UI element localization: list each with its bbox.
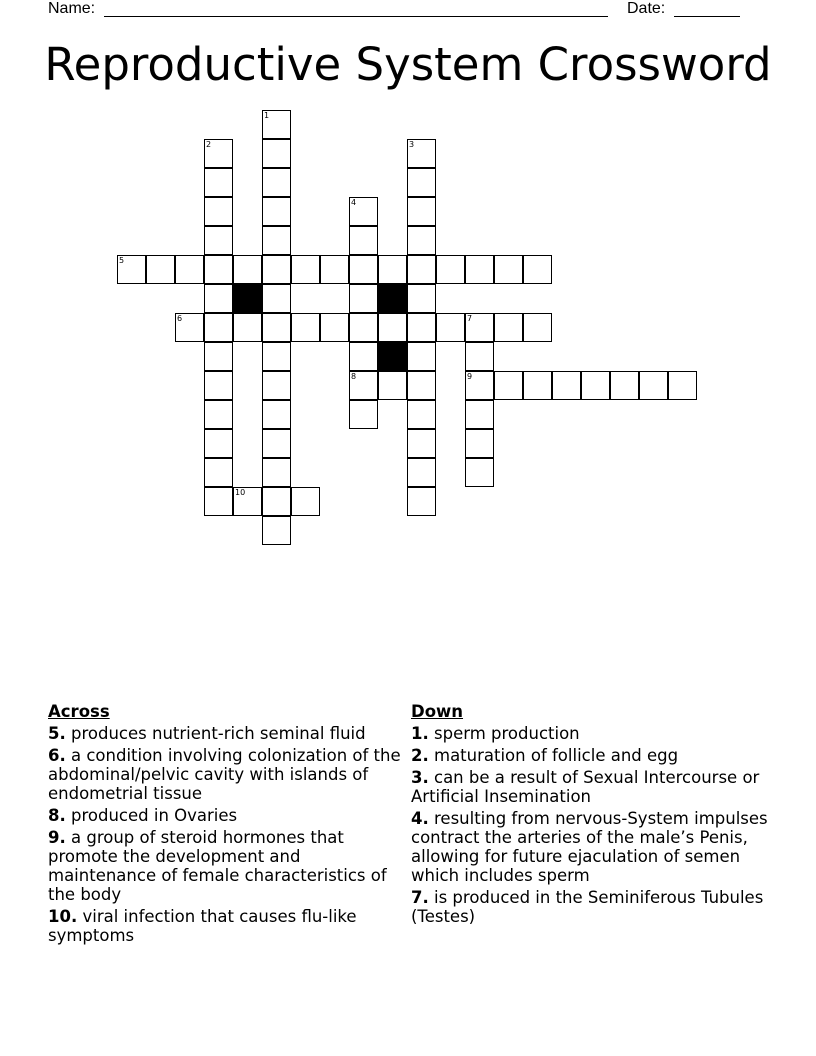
clue-number: 5.: [48, 724, 66, 743]
grid-cell[interactable]: [465, 371, 494, 400]
cell-number: 1: [264, 111, 270, 120]
grid-cell[interactable]: [639, 371, 668, 400]
grid-block: [378, 284, 407, 313]
cell-number: 3: [409, 140, 415, 149]
grid-cell[interactable]: [407, 139, 436, 168]
across-clue-list: [48, 724, 404, 945]
grid-cell[interactable]: [204, 487, 233, 516]
grid-cell[interactable]: [407, 255, 436, 284]
grid-cell[interactable]: [291, 313, 320, 342]
grid-cell[interactable]: [407, 458, 436, 487]
grid-cell[interactable]: [523, 371, 552, 400]
grid-cell[interactable]: [465, 342, 494, 371]
across-clues: [48, 702, 404, 948]
down-clue: [411, 888, 771, 926]
clue-text: viral infection that causes flu-like symptoms: [48, 907, 357, 945]
across-heading: Across: [48, 702, 110, 721]
grid-cell[interactable]: [407, 487, 436, 516]
grid-block: [233, 284, 262, 313]
grid-cell[interactable]: [523, 313, 552, 342]
grid-cell[interactable]: [262, 197, 291, 226]
clue-text: a condition involving colonization of the abdominal/pelvic cavity with islands of endometrial tissue: [48, 746, 401, 803]
grid-cell[interactable]: [407, 226, 436, 255]
grid-cell[interactable]: [204, 168, 233, 197]
cell-number: 2: [206, 140, 212, 149]
grid-cell[interactable]: [262, 458, 291, 487]
grid-cell[interactable]: [349, 284, 378, 313]
grid-cell[interactable]: [262, 313, 291, 342]
clue-text: is produced in the Seminiferous Tubules (Testes): [411, 888, 764, 926]
grid-cell[interactable]: [233, 255, 262, 284]
grid-cell[interactable]: [262, 371, 291, 400]
across-clue: [48, 907, 404, 945]
clue-text: sperm production: [428, 724, 580, 743]
clue-number: 10.: [48, 907, 78, 926]
grid-cell[interactable]: [494, 371, 523, 400]
grid-cell[interactable]: [349, 313, 378, 342]
grid-cell[interactable]: [175, 255, 204, 284]
grid-cell[interactable]: [146, 255, 175, 284]
grid-cell[interactable]: [349, 400, 378, 429]
grid-cell[interactable]: [407, 284, 436, 313]
grid-cell[interactable]: [407, 197, 436, 226]
grid-cell[interactable]: [262, 255, 291, 284]
clue-text: produced in Ovaries: [65, 806, 238, 825]
grid-cell[interactable]: [233, 487, 262, 516]
grid-cell[interactable]: [204, 313, 233, 342]
grid-cell[interactable]: [204, 371, 233, 400]
grid-cell[interactable]: [204, 226, 233, 255]
grid-cell[interactable]: [204, 342, 233, 371]
cell-number: 7: [467, 314, 473, 323]
grid-cell[interactable]: [378, 255, 407, 284]
grid-cell[interactable]: [204, 139, 233, 168]
across-clue: [48, 828, 404, 904]
cell-number: 6: [177, 314, 183, 323]
clue-text: a group of steroid hormones that promote the development and maintenance of female characteristics of the body: [48, 828, 387, 904]
grid-cell[interactable]: [320, 255, 349, 284]
grid-cell[interactable]: [320, 313, 349, 342]
grid-cell[interactable]: [494, 255, 523, 284]
grid-cell[interactable]: [233, 313, 262, 342]
down-clue: [411, 809, 771, 885]
grid-cell[interactable]: [552, 371, 581, 400]
grid-cell[interactable]: [465, 255, 494, 284]
grid-cell[interactable]: [581, 371, 610, 400]
clue-number: 2.: [411, 746, 429, 765]
cell-number: 8: [351, 372, 357, 381]
clue-number: 1.: [411, 724, 429, 743]
down-clue: [411, 724, 771, 743]
grid-cell[interactable]: [436, 255, 465, 284]
clue-number: 6.: [48, 746, 66, 765]
grid-cell[interactable]: [523, 255, 552, 284]
grid-cell[interactable]: [349, 255, 378, 284]
clue-number: 8.: [48, 806, 66, 825]
grid-cell[interactable]: [407, 429, 436, 458]
down-heading: Down: [411, 702, 464, 721]
grid-cell[interactable]: [349, 197, 378, 226]
down-clue: [411, 746, 771, 765]
grid-cell[interactable]: [668, 371, 697, 400]
grid-cell[interactable]: [291, 487, 320, 516]
clue-number: 7.: [411, 888, 429, 907]
grid-cell[interactable]: [436, 313, 465, 342]
grid-cell[interactable]: [204, 458, 233, 487]
clue-number: 4.: [411, 809, 429, 828]
grid-cell[interactable]: [262, 516, 291, 545]
across-clue: [48, 724, 404, 743]
date-label: Date:: [627, 0, 666, 17]
clue-number: 9.: [48, 828, 66, 847]
grid-cell[interactable]: [262, 429, 291, 458]
grid-cell[interactable]: [262, 284, 291, 313]
grid-cell[interactable]: [465, 458, 494, 487]
grid-cell[interactable]: [175, 313, 204, 342]
grid-cell[interactable]: [407, 371, 436, 400]
clue-text: maturation of follicle and egg: [428, 746, 679, 765]
grid-cell[interactable]: [291, 255, 320, 284]
grid-cell[interactable]: [262, 400, 291, 429]
grid-cell[interactable]: [204, 429, 233, 458]
grid-cell[interactable]: [204, 400, 233, 429]
cell-number: 4: [351, 198, 357, 207]
clue-text: produces nutrient-rich seminal fluid: [65, 724, 366, 743]
grid-cell[interactable]: [262, 110, 291, 139]
grid-cell[interactable]: [262, 226, 291, 255]
grid-cell[interactable]: [262, 139, 291, 168]
grid-cell[interactable]: [204, 197, 233, 226]
grid-cell[interactable]: [465, 400, 494, 429]
down-clues: [411, 702, 771, 929]
grid-cell[interactable]: [117, 255, 146, 284]
name-label: Name:: [48, 0, 96, 17]
grid-cell[interactable]: [262, 487, 291, 516]
page-title: Reproductive System Crossword: [44, 38, 772, 91]
clue-text: can be a result of Sexual Intercourse or Artificial Insemination: [411, 768, 760, 806]
cell-number: 5: [119, 256, 125, 265]
down-clue-list: [411, 724, 771, 926]
grid-cell[interactable]: [349, 226, 378, 255]
grid-cell[interactable]: [465, 429, 494, 458]
grid-cell[interactable]: [262, 342, 291, 371]
down-clue: [411, 768, 771, 806]
grid-block: [378, 342, 407, 371]
cell-number: 9: [467, 372, 473, 381]
grid-cell[interactable]: [378, 371, 407, 400]
grid-cell[interactable]: [262, 168, 291, 197]
grid-cell[interactable]: [204, 284, 233, 313]
grid-cell[interactable]: [465, 313, 494, 342]
across-clue: [48, 746, 404, 803]
grid-cell[interactable]: [204, 255, 233, 284]
clue-number: 3.: [411, 768, 429, 787]
grid-cell[interactable]: [494, 313, 523, 342]
grid-cell[interactable]: [378, 313, 407, 342]
clue-text: resulting from nervous-System impulses contract the arteries of the male’s Penis, allowing for future ejaculation of semen which includes sperm: [411, 809, 768, 885]
grid-cell[interactable]: [407, 342, 436, 371]
cell-number: 10: [235, 488, 246, 497]
grid-cell[interactable]: [610, 371, 639, 400]
grid-cell[interactable]: [407, 400, 436, 429]
grid-cell[interactable]: [407, 168, 436, 197]
grid-cell[interactable]: [349, 371, 378, 400]
across-clue: [48, 806, 404, 825]
grid-cell[interactable]: [407, 313, 436, 342]
grid-cell[interactable]: [349, 342, 378, 371]
